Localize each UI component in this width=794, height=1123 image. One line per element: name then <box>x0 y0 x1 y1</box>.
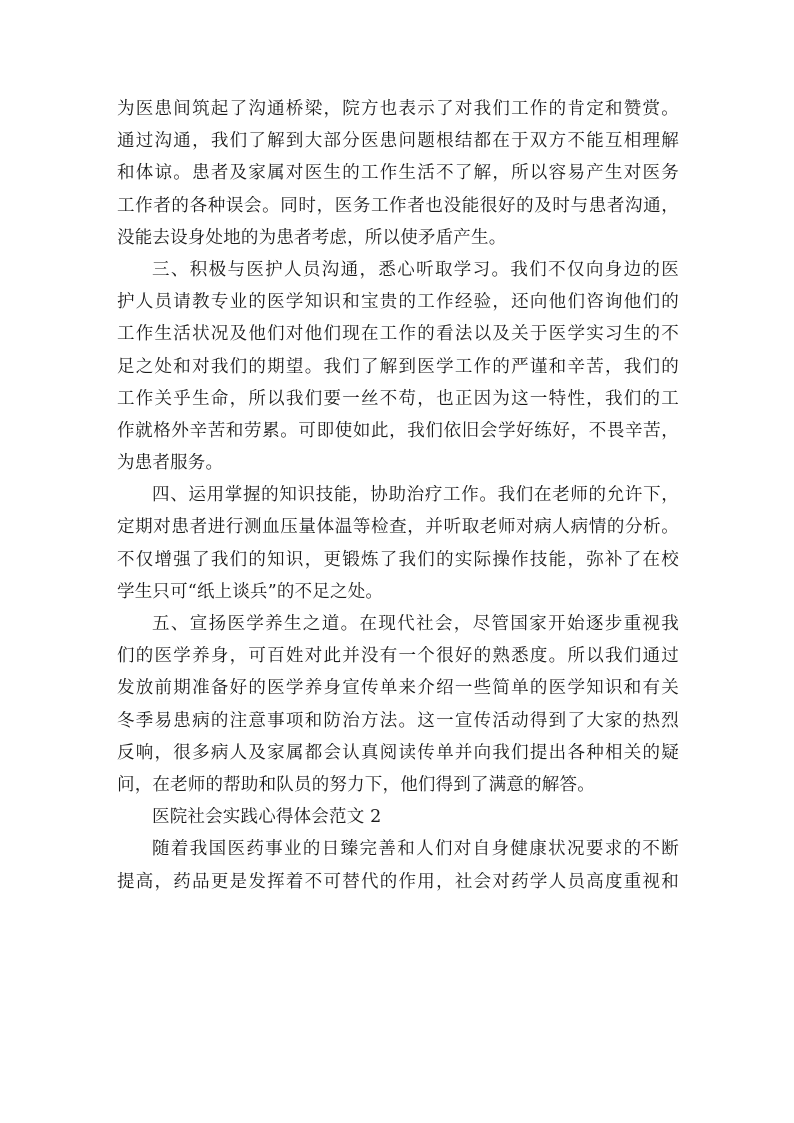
text-line: 足之处和对我们的期望。我们了解到医学工作的严谨和辛苦，我们的 <box>117 356 679 377</box>
section-title-sample-two <box>117 801 679 833</box>
text-line: 和体谅。患者及家属对医生的工作生活不了解，所以容易产生对医务 <box>117 163 679 184</box>
paragraph-section-four <box>117 479 679 608</box>
text-line: 通过沟通，我们了解到大部分医患问题根结都在于双方不能互相理解 <box>117 131 679 152</box>
text-line: 四、运用掌握的知识技能，协助治疗工作。我们在老师的允许下， <box>152 485 679 506</box>
text-line: 工作者的各种误会。同时，医务工作者也没能很好的及时与患者沟通， <box>117 195 679 216</box>
text-line: 为医患间筑起了沟通桥梁，院方也表示了对我们工作的肯定和赞赏。 <box>117 99 679 119</box>
paragraph-continued <box>117 93 679 254</box>
text-line: 学生只可“纸上谈兵”的不足之处。 <box>117 581 384 602</box>
text-line: 定期对患者进行测血压量体温等检查，并听取老师对病人病情的分析。 <box>117 517 679 538</box>
text-line: 反响，很多病人及家属都会认真阅读传单并向我们提出各种相关的疑 <box>117 742 679 763</box>
text-line: 护人员请教专业的医学知识和宝贵的工作经验，还向他们咨询他们的 <box>117 292 679 313</box>
document-body <box>117 93 679 898</box>
text-line: 随着我国医药事业的日臻完善和人们对自身健康状况要求的不断 <box>152 839 679 860</box>
text-line: 工作关乎生命，所以我们要一丝不苟，也正因为这一特性，我们的工 <box>117 388 679 409</box>
text-line: 发放前期准备好的医学养身宣传单来介绍一些简单的医学知识和有关 <box>117 678 679 699</box>
paragraph-sample-two-intro <box>117 833 679 897</box>
text-line: 提高，药品更是发挥着不可替代的作用，社会对药学人员高度重视和 <box>117 871 679 892</box>
text-line: 不仅增强了我们的知识，更锻炼了我们的实际操作技能，弥补了在校 <box>117 549 679 570</box>
section-title-text: 医院社会实践心得体会范文 2 <box>152 807 382 828</box>
text-line: 工作生活状况及他们对他们现在工作的看法以及关于医学实习生的不 <box>117 324 679 345</box>
paragraph-section-three <box>117 254 679 479</box>
paragraph-section-five <box>117 608 679 801</box>
text-line: 作就格外辛苦和劳累。可即使如此，我们依旧会学好练好，不畏辛苦， <box>117 420 679 441</box>
text-line: 们的医学养身，可百姓对此并没有一个很好的熟悉度。所以我们通过 <box>117 646 679 667</box>
text-line: 三、积极与医护人员沟通，悉心听取学习。我们不仅向身边的医 <box>152 259 679 280</box>
text-line: 问，在老师的帮助和队员的努力下，他们得到了满意的解答。 <box>117 774 595 795</box>
text-line: 五、宣扬医学养生之道。在现代社会，尽管国家开始逐步重视我 <box>152 614 679 634</box>
text-line: 没能去设身处地的为患者考虑，所以使矛盾产生。 <box>117 227 507 248</box>
text-line: 冬季易患病的注意事项和防治方法。这一宣传活动得到了大家的热烈 <box>117 710 679 731</box>
text-line: 为患者服务。 <box>117 453 224 474</box>
